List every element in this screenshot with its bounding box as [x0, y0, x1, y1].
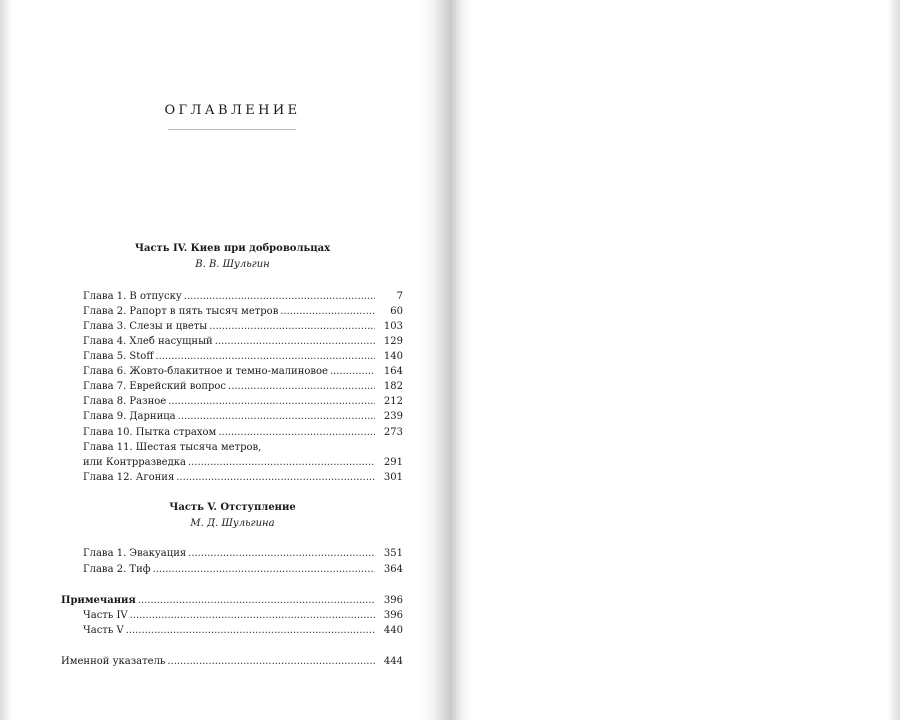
entry-label: Глава 9. Дарница: [83, 411, 176, 422]
dot-leader: [228, 379, 375, 394]
dot-leader: [130, 608, 375, 623]
part-heading: Часть IV. Киев при добровольцах: [134, 243, 331, 254]
title-underline: [168, 129, 296, 130]
entry-page: 239: [383, 411, 403, 422]
toc-entry-first-line[interactable]: Глава 11. Шестая тысяча метров,: [83, 442, 262, 453]
dot-leader: [280, 304, 375, 319]
dot-leader: [126, 623, 375, 638]
dot-leader: [188, 546, 375, 561]
toc-entry[interactable]: [83, 455, 403, 470]
entry-label: Глава 4. Хлеб насущный: [83, 336, 213, 347]
dot-leader: [330, 364, 375, 379]
toc-entry[interactable]: [83, 470, 403, 485]
entry-page: 103: [383, 321, 403, 332]
toc-entry[interactable]: [83, 304, 403, 319]
entry-label: Глава 7. Еврейский вопрос: [83, 381, 227, 392]
entry-label: Глава 2. Тиф: [83, 564, 151, 575]
entry-label: Глава 6. Жовто-блакитное и темно-малиновое: [83, 366, 328, 377]
entry-page: 301: [383, 472, 403, 483]
part-heading: Часть V. Отступление: [169, 502, 296, 513]
entry-label: Часть IV: [83, 610, 128, 621]
dot-leader: [209, 319, 375, 334]
dot-leader: [218, 425, 375, 440]
toc-entry[interactable]: [83, 425, 403, 440]
dot-leader: [178, 409, 375, 424]
entry-page: 291: [383, 457, 403, 468]
dot-leader: [184, 289, 375, 304]
entry-label: Примечания: [61, 595, 136, 606]
entry-page: 351: [383, 548, 403, 559]
entry-page: 60: [390, 306, 403, 317]
dot-leader: [176, 470, 375, 485]
dot-leader: [153, 562, 375, 577]
entry-label: Глава 1. Эвакуация: [83, 548, 187, 559]
entry-label: Глава 1. В отпуску: [83, 291, 182, 302]
entry-label: Глава 8. Разное: [83, 396, 167, 407]
toc-entry[interactable]: [83, 562, 403, 577]
part-author: В. В. Шульгин: [195, 259, 270, 270]
dot-leader: [155, 349, 375, 364]
entry-label: Часть V: [83, 625, 124, 636]
toc-entry[interactable]: [83, 379, 403, 394]
toc-entry[interactable]: [83, 546, 403, 561]
gutter-shadow-right: [450, 0, 472, 720]
entry-page: 273: [383, 427, 403, 438]
right-edge-shadow: [888, 0, 900, 720]
entry-page: 212: [383, 396, 403, 407]
entry-label: Глава 5. Stoff: [83, 351, 154, 362]
dot-leader: [188, 455, 375, 470]
toc-entry[interactable]: [83, 364, 403, 379]
entry-page: 444: [383, 656, 403, 667]
toc-entry[interactable]: [83, 608, 403, 623]
entry-label: Глава 10. Пытка страхом: [83, 427, 217, 438]
entry-page: 396: [383, 595, 403, 606]
entry-label: Глава 2. Рапорт в пять тысяч метров: [83, 306, 279, 317]
dot-leader: [215, 334, 375, 349]
entry-page: 164: [383, 366, 403, 377]
toc-entry[interactable]: [83, 394, 403, 409]
right-page: [450, 0, 900, 720]
entry-page: 182: [383, 381, 403, 392]
dot-leader: [138, 593, 375, 608]
toc-title: ОГЛАВЛЕНИЕ: [164, 103, 301, 118]
dot-leader: [167, 654, 375, 669]
entry-page: 440: [383, 625, 403, 636]
dot-leader: [168, 394, 375, 409]
entry-label: или Контрразведка: [83, 457, 186, 468]
toc-entry[interactable]: [83, 334, 403, 349]
entry-page: 396: [383, 610, 403, 621]
entry-page: 140: [383, 351, 403, 362]
gutter-shadow-left: [420, 0, 450, 720]
entry-page: 7: [396, 291, 403, 302]
toc-entry[interactable]: [83, 623, 403, 638]
toc-entry[interactable]: [83, 349, 403, 364]
entry-label: Именной указатель: [61, 656, 166, 667]
toc-entry[interactable]: [83, 409, 403, 424]
toc-entry[interactable]: [83, 289, 403, 304]
entry-page: 129: [383, 336, 403, 347]
toc-entry[interactable]: [83, 319, 403, 334]
entry-label: Глава 12. Агония: [83, 472, 175, 483]
toc-entry-notes[interactable]: [61, 593, 403, 608]
part-author: М. Д. Шульгина: [190, 518, 275, 529]
entry-page: 364: [383, 564, 403, 575]
toc-entry-index[interactable]: [61, 654, 403, 669]
entry-label: Глава 3. Слезы и цветы: [83, 321, 208, 332]
left-edge-shadow: [0, 0, 12, 720]
